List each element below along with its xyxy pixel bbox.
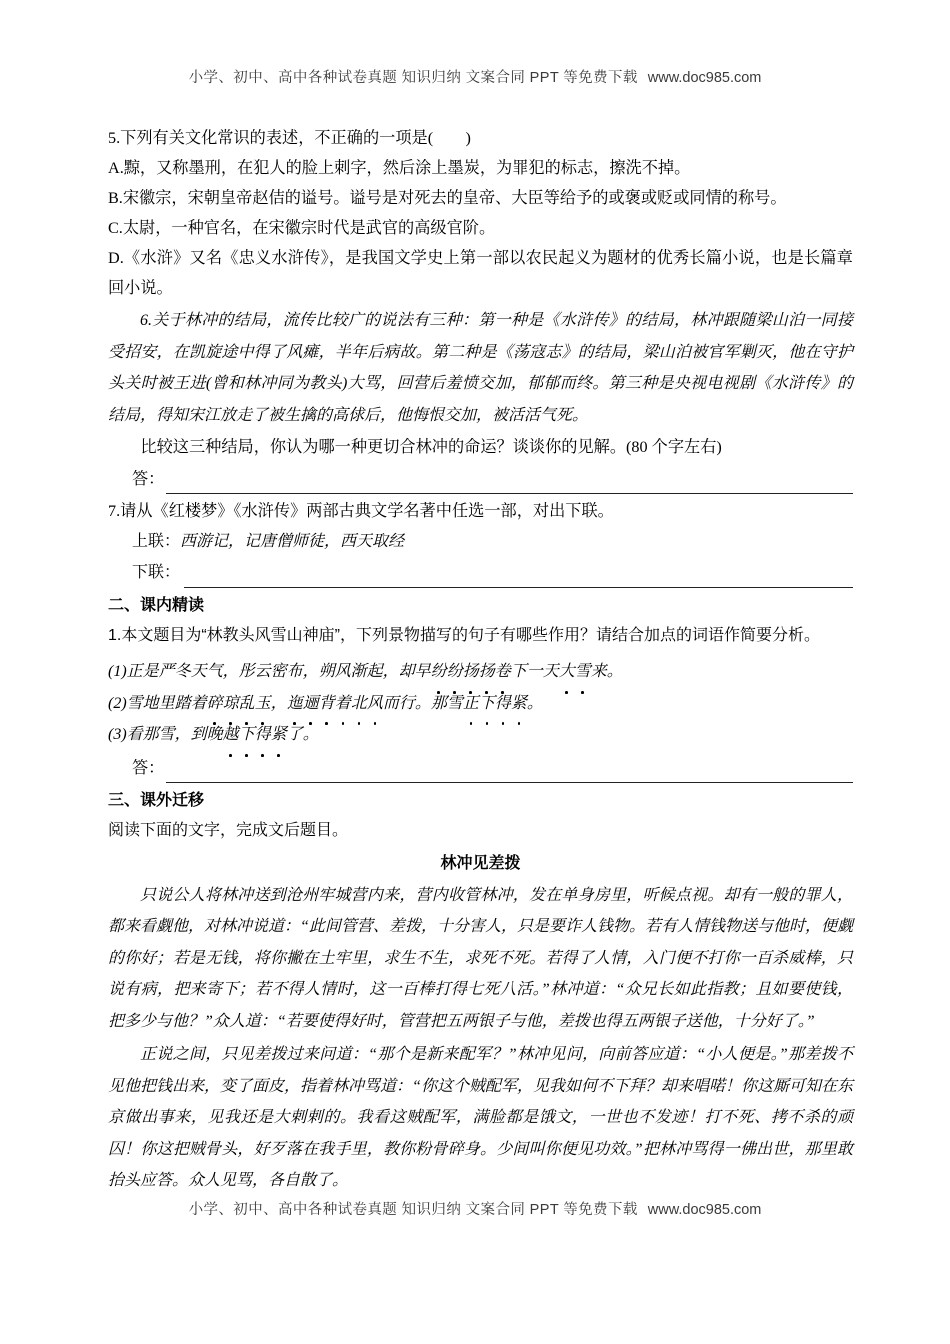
- question-7-stem: 7.请从《红楼梦》《水浒传》两部古典文学名著中任选一部，对出下联。: [108, 502, 614, 520]
- header-site-url: www.doc985.com: [647, 70, 762, 86]
- answer-label: 答：: [132, 470, 165, 488]
- question-5-option-d: D.《水浒》又名《忠义水浒传》，是我国文学史上第一部以农民起义为题材的优秀长篇小说，也是长篇章回小说。: [108, 249, 853, 297]
- page-header: [0, 66, 950, 87]
- emphasis-dot-char: 越: [223, 719, 239, 751]
- question-6-prompt: 比较这三种结局，你认为哪一种更切合林冲的命运？谈谈你的见解。(80 个字左右): [140, 438, 722, 456]
- question-6-body: 6.关于林冲的结局，流传比较广的说法有三种：第一种是《水浒传》的结局，林冲跟随梁山泊一同接受招安，在凯旋途中得了风瘫，半年后病故。第二种是《荡寇志》的结局，梁山泊被官军剿灭，他在守护头关时被王进(曾和林冲同为教头)大骂，回营后羞愤交加，郁郁而终。第三种是央视电视剧《水浒传》的结局，得知宋江放走了被生擒的高俅后，他悔恨交加，被活活气死。: [108, 312, 853, 424]
- emphasis-dot-char: 风: [367, 688, 383, 720]
- emphasis-dot-char: 大: [559, 656, 575, 688]
- excerpt-3-seg-1-dotted: [223, 726, 287, 743]
- lower-couplet-label: 下联：: [132, 564, 181, 581]
- article-paragraph-1: 只说公人将林冲送到沧州牢城营内来，营内收管林冲，发在单身房里，听候点视。却有一般的罪人，都来看觑他，对林冲说道：“此间管营、差拨，十分害人，只是要诈人钱物。若有人情钱物送与他时，便觑的你好；若是无钱，将你撇在土牢里，求生不生，求死不死。若得了人情，入门便不打你一百杀威棒，只说有病，把来寄下；若不得人情时，这一百棒打得七死八活。”林冲道：“众兄长如此指教；且如要使钱，把多少与他？”众人道：“若要使得好时，管营把五两银子与他，差拨也得五两银子送他，十分好了。”: [108, 886, 853, 1030]
- answer-blank-line[interactable]: [166, 761, 853, 783]
- section-two-answer-row: [108, 753, 853, 783]
- section-two-question-1-stem: 1.本文题目为“林教头风雪山神庙”，下列景物描写的句子有哪些作用？请结合加点的词语作简要分析。: [108, 627, 821, 644]
- excerpt-sentence-1: [108, 656, 853, 688]
- section-two-heading: 二、课内精读: [108, 597, 205, 614]
- question-5-option-a: A.黥，又称墨刑，在犯人的脸上刺字，然后涂上墨炭，为罪犯的标志，擦洗不掉。: [108, 159, 691, 177]
- emphasis-dot-char: 卷: [495, 656, 511, 688]
- excerpt-3-number: (3): [108, 726, 127, 743]
- emphasis-dot-char: 得: [495, 688, 511, 720]
- section-three-instruction: 阅读下面的文字，完成文后题目。: [108, 821, 349, 839]
- excerpt-3-seg-2: 了。: [286, 726, 319, 743]
- excerpt-2-seg-1-dotted: [207, 695, 271, 712]
- footer-site-url: www.doc985.com: [647, 1202, 762, 1218]
- emphasis-dot-char: 背: [319, 688, 335, 720]
- emphasis-dot-char: 扬: [463, 656, 479, 688]
- upper-couplet-text: 西游记，记唐僧师徒，西天取经: [180, 533, 405, 550]
- page-footer: [0, 1198, 950, 1219]
- emphasis-dot-char: 扬: [479, 656, 495, 688]
- excerpt-1-number: (1): [108, 663, 127, 680]
- excerpt-2-seg-4: 而行。那雪: [382, 694, 463, 712]
- excerpt-1-seg-2: 下一天: [510, 663, 559, 680]
- excerpt-2-seg-0: 雪地里踏着: [126, 694, 207, 712]
- document-content: [108, 123, 853, 1197]
- excerpt-1-seg-1-dotted: [431, 663, 511, 680]
- emphasis-dot-char: 紧: [511, 688, 527, 720]
- emphasis-dot-char: 正: [463, 688, 479, 720]
- question-5-stem: 5.下列有关文化常识的表述，不正确的一项是( ): [108, 129, 471, 147]
- emphasis-dot-char: 逦: [303, 688, 319, 720]
- emphasis-dot-char: 得: [255, 719, 271, 751]
- excerpt-sentence-3: [108, 719, 853, 751]
- article-title: 林冲见差拨: [440, 854, 521, 872]
- question-6-answer-row: [108, 464, 853, 494]
- header-promo-text: 小学、初中、高中各种试卷真题 知识归纳 文案合同 PPT 等免费下载: [188, 70, 638, 86]
- emphasis-dot-char: 下: [479, 688, 495, 720]
- question-7-lower-couplet: [108, 557, 853, 588]
- excerpt-1-seg-3-dotted: [559, 663, 591, 680]
- excerpt-1-seg-4: 来。: [590, 663, 623, 680]
- question-7-upper-couplet: [108, 526, 853, 557]
- emphasis-dot-char: 纷: [447, 656, 463, 688]
- answer-label: 答：: [132, 758, 165, 777]
- excerpt-3-seg-0: 看那雪，到晚: [126, 726, 223, 743]
- emphasis-dot-char: 玉: [255, 688, 271, 720]
- excerpt-2-seg-5-dotted: [463, 695, 527, 712]
- excerpt-2-seg-2: ，: [270, 694, 287, 712]
- emphasis-dot-char: 雪: [575, 656, 591, 688]
- footer-promo-text: 小学、初中、高中各种试卷真题 知识归纳 文案合同 PPT 等免费下载: [188, 1202, 638, 1218]
- excerpt-2-seg-3-dotted: [287, 695, 383, 712]
- emphasis-dot-char: 碎: [207, 688, 223, 720]
- excerpt-sentence-2: [108, 688, 853, 720]
- answer-blank-line[interactable]: [166, 472, 853, 494]
- emphasis-dot-char: 下: [239, 719, 255, 751]
- emphasis-dot-char: 纷: [431, 656, 447, 688]
- upper-couplet-label: 上联：: [132, 533, 181, 550]
- emphasis-dot-char: 迤: [287, 688, 303, 720]
- emphasis-dot-char: 着: [335, 688, 351, 720]
- excerpt-2-number: (2): [108, 694, 127, 712]
- question-5-option-c: C.太尉，一种官名，在宋徽宗时代是武官的高级官阶。: [108, 219, 496, 237]
- emphasis-dot-char: 乱: [239, 688, 255, 720]
- question-5-option-b: B.宋徽宗，宋朝皇帝赵佶的谥号。谥号是对死去的皇帝、大臣等给予的或褒或贬或同情的称号。: [108, 189, 787, 207]
- emphasis-dot-char: 紧: [271, 719, 287, 751]
- section-three-heading: 三、课外迁移: [108, 791, 205, 809]
- lower-couplet-blank-line[interactable]: [184, 566, 853, 588]
- emphasis-dot-char: 琼: [223, 688, 239, 720]
- emphasis-dot-char: 北: [351, 688, 367, 720]
- excerpt-2-seg-6: 。: [526, 694, 543, 712]
- excerpt-1-seg-0: 正是严冬天气，彤云密布，朔风渐起，却早: [126, 663, 431, 680]
- article-paragraph-2: 正说之间，只见差拨过来问道：“那个是新来配军？”林冲见问，向前答应道：“小人便是。”那差拨不见他把钱出来，变了面皮，指着林冲骂道：“你这个贼配军，见我如何不下拜？却来唱喏！你这厮可知在东京做出事来，见我还是大剌剌的。我看这贼配军，满脸都是饿文，一世也不发迹！打不死、拷不杀的顽囚！你这把贼骨头，好歹落在我手里，教你粉骨碎身。少间叫你便见功效。”把林冲骂得一佛出世，那里敢抬头应答。众人见骂，各自散了。: [108, 1046, 853, 1189]
